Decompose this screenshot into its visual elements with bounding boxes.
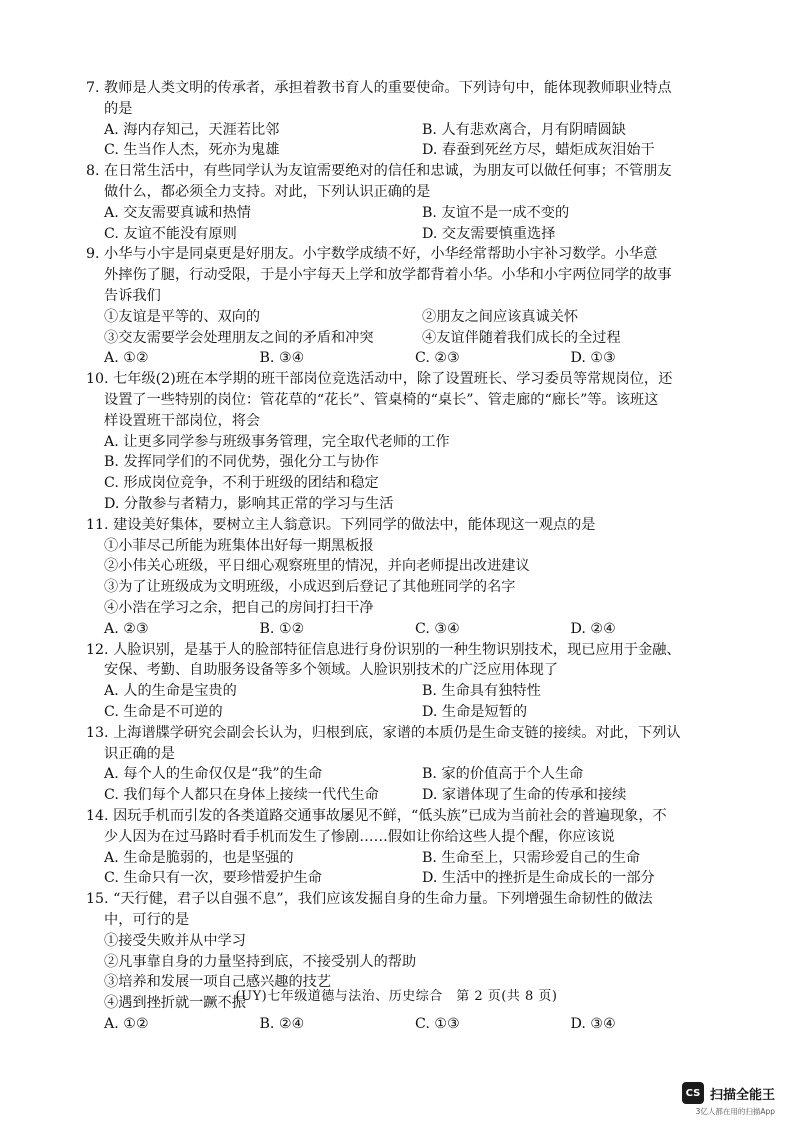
answer-option-row (86, 203, 726, 224)
question-12 (86, 640, 726, 723)
answer-option[interactable]: C. ②③ (415, 350, 460, 367)
answer-option-row (86, 1014, 726, 1035)
statement: ④遇到挫折就一蹶不振 (104, 995, 246, 1012)
question-8 (86, 161, 726, 244)
statement-row (86, 307, 726, 328)
statement-row (86, 328, 726, 349)
answer-option[interactable]: A. 生命是脆弱的，也是坚强的 (104, 849, 294, 866)
answer-option[interactable]: D. ②④ (570, 620, 616, 637)
answer-option[interactable]: A. 每个人的生命仅仅是“我”的生命 (104, 766, 323, 783)
page-footer: (UY)七年级道德与法治、历史综合 第 2 页(共 8 页) (235, 989, 558, 1004)
answer-option[interactable]: B. 家的价值高于个人生命 (422, 766, 584, 783)
answer-option-row (86, 140, 726, 161)
answer-option[interactable]: B. ②④ (259, 1015, 305, 1032)
statement: ①友谊是平等的、双向的 (104, 308, 261, 325)
answer-option[interactable]: D. ①③ (570, 350, 616, 367)
answer-option: D. 分散参与者精力，影响其正常的学习与生活 (104, 495, 394, 512)
answer-option[interactable]: A. ②③ (104, 620, 149, 637)
answer-option[interactable]: A. 交友需要真诚和热情 (104, 204, 251, 221)
question-stem-line: 14. 因玩手机而引发的各类道路交通事故屡见不鲜，“低头族”已成为当前社会的普遍现象，不 (86, 808, 667, 824)
question-stem-line: 9. 小华与小宇是同桌更是好朋友。小宇数学成绩不好，小华经常帮助小宇补习数学。小华意 (86, 246, 658, 263)
statement: ①小菲尽己所能为班集体出好每一期黑板报 (104, 537, 374, 554)
question-stem-line: 13. 上海谱牒学研究会副会长认为，归根到底，家谱的本质仍是生命支链的接续。对此，下列认 (86, 724, 681, 741)
question-stem-line: 12. 人脸识别，是基于人的脸部特征信息进行身份识别的一种生物识别技术，现已应用于金融、 (86, 641, 681, 658)
statement: ②朋友之间应该真诚关怀 (422, 308, 579, 325)
question-stem-line: 15. “天行健，君子以自强不息”，我们应该发掘自身的生命力量。下列增强生命韧性的做法 (86, 891, 653, 908)
answer-option[interactable]: B. ①② (259, 620, 305, 637)
answer-option-row (86, 120, 726, 141)
question-11 (86, 515, 726, 640)
answer-option[interactable]: A. 海内存知己，天涯若比邻 (104, 121, 280, 138)
question-stem-line: 安保、考勤、自助服务设备等多个领域。人脸识别技术的广泛应用体现了 (104, 662, 559, 679)
scanner-watermark (682, 1082, 775, 1104)
answer-option[interactable]: B. 生命至上，只需珍爱自己的生命 (422, 849, 641, 866)
question-stem-line: 做什么，都必须全力支持。对此，下列认识正确的是 (104, 183, 431, 200)
answer-option[interactable]: D. 交友需要慎重选择 (422, 225, 556, 242)
answer-option[interactable]: D. 生活中的挫折是生命成长的一部分 (422, 870, 655, 887)
answer-option[interactable]: A. 人的生命是宝贵的 (104, 683, 237, 700)
question-stem-line: 11. 建设美好集体，要树立主人翁意识。下列同学的做法中，能体现这一观点的是 (86, 516, 596, 533)
question-10 (86, 369, 726, 515)
statement: ①接受失败并从中学习 (104, 932, 246, 949)
question-stem-line: 样设置班干部岗位，将会 (104, 412, 261, 429)
answer-option[interactable]: B. 人有悲欢离合，月有阴晴圆缺 (422, 121, 626, 138)
statement: ③交友需要学会处理朋友之间的矛盾和冲突 (104, 329, 374, 346)
camscanner-logo-icon: CS (682, 1082, 704, 1104)
statement: ②凡事靠自身的力量坚持到底，不接受别人的帮助 (104, 953, 417, 970)
question-9 (86, 244, 726, 369)
answer-option: C. 形成岗位竞争，不利于班级的团结和稳定 (104, 475, 379, 492)
statement: ③培养和发展一项自己感兴趣的技艺 (104, 974, 332, 991)
statement: ④友谊伴随着我们成长的全过程 (422, 329, 621, 346)
answer-option[interactable]: C. 生命只有一次，要珍惜爱护生命 (104, 870, 322, 887)
question-stem-line: 10. 七年级(2)班在本学期的班干部岗位竞选活动中，除了设置班长、学习委员等常规岗位，还 (86, 371, 673, 388)
question-stem-line: 少人因为在过马路时看手机而发生了惨剧……假如让你给这些人提个醒，你应该说 (104, 828, 615, 845)
statement: ②小伟关心班级，平日细心观察班里的情况，并向老师提出改进建议 (104, 558, 530, 575)
question-15 (86, 889, 726, 1035)
answer-option[interactable]: C. 我们每个人都只在身体上接续一代代生命 (104, 787, 379, 804)
answer-option[interactable]: C. 友谊不能没有原则 (104, 225, 237, 242)
question-stem-line: 设置了一些特别的岗位：管花草的“花长”、管桌椅的“桌长”、管走廊的“廊长”等。该班这 (104, 391, 659, 408)
answer-option-row (86, 868, 726, 889)
answer-option-row (86, 785, 726, 806)
question-stem-line: 中，可行的是 (104, 911, 190, 928)
question-stem-line: 外摔伤了腿，行动受限，于是小宇每天上学和放学都背着小华。小华和小宇两位同学的故事 (104, 267, 672, 284)
answer-option[interactable]: D. 家谱体现了生命的传承和接续 (422, 787, 627, 804)
answer-option[interactable]: B. ③④ (259, 350, 305, 367)
question-stem-line: 的是 (104, 100, 133, 117)
question-13 (86, 723, 726, 806)
question-14 (86, 806, 726, 889)
answer-option-row (86, 348, 726, 369)
answer-option[interactable]: C. ①③ (415, 1015, 460, 1032)
question-7 (86, 78, 726, 161)
question-stem-line: 7. 教师是人类文明的传承者，承担着教书育人的重要使命。下列诗句中，能体现教师职业特点 (86, 80, 672, 96)
answer-option[interactable]: C. 生当作人杰，死亦为鬼雄 (104, 142, 280, 159)
answer-option[interactable]: D. 春蚕到死丝方尽，蜡炬成灰泪始干 (422, 142, 655, 159)
answer-option-row (86, 619, 726, 640)
answer-option-row (86, 702, 726, 723)
answer-option-row (86, 848, 726, 869)
answer-option[interactable]: C. 生命是不可逆的 (104, 703, 223, 720)
answer-option[interactable]: D. ③④ (570, 1015, 616, 1032)
scanner-tagline: 3亿人都在用的扫描App (695, 1107, 775, 1116)
answer-option[interactable]: A. ①② (104, 1015, 149, 1032)
answer-option: B. 发挥同学们的不同优势，强化分工与协作 (104, 454, 379, 471)
answer-option[interactable]: B. 友谊不是一成不变的 (422, 204, 570, 221)
answer-option[interactable]: A. ①② (104, 350, 149, 367)
answer-option-row (86, 764, 726, 785)
question-stem-line: 识正确的是 (104, 745, 175, 762)
statement: ③为了让班级成为文明班级，小成迟到后登记了其他班同学的名字 (104, 579, 516, 596)
answer-option: A. 让更多同学参与班级事务管理，完全取代老师的工作 (104, 433, 450, 450)
scanner-app-name: 扫描全能王 (709, 1087, 775, 1103)
answer-option[interactable]: B. 生命具有独特性 (422, 683, 541, 700)
question-stem-line: 8. 在日常生活中，有些同学认为友谊需要绝对的信任和忠诚，为朋友可以做任何事；不管朋友 (86, 163, 672, 180)
statement: ④小浩在学习之余，把自己的房间打扫干净 (104, 599, 374, 616)
answer-option-row (86, 681, 726, 702)
question-stem-line: 告诉我们 (104, 287, 161, 304)
answer-option-row (86, 224, 726, 245)
answer-option[interactable]: C. ③④ (415, 620, 460, 637)
answer-option[interactable]: D. 生命是短暂的 (422, 703, 528, 720)
